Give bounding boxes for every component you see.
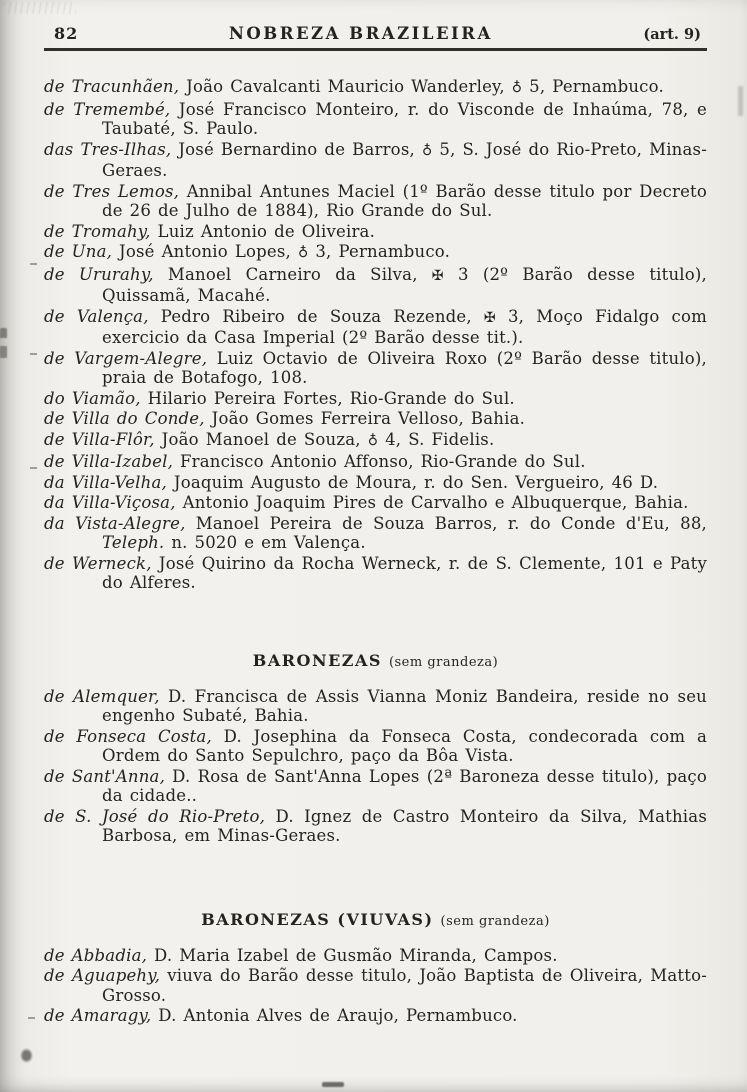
entry-lead: de Sant'Anna, [44,766,166,786]
list-item [44,767,707,806]
entry-text: Manoel Pereira de Souza Barros, r. do Conde d'Eu, 88, [185,513,707,533]
list-item [44,140,707,181]
entry-text: 4, S. Fidelis. [378,429,495,449]
section-heading [44,910,707,929]
entry-lead: de Una, [44,242,113,261]
list-item [44,182,707,221]
list-item [44,807,707,846]
entry-lead: da Villa-Viçosa, [44,493,176,512]
list-item [44,265,707,306]
orb-insignia-icon: ♁ [297,245,309,261]
entry-lead: das Tres-Ilhas, [44,139,172,159]
entry-lead: de Aguapehy, [44,966,161,985]
entry-text: Manoel Carneiro da Silva, [153,264,432,284]
entry-lead: de Villa-Flôr, [44,429,155,449]
cross-insignia-icon: ✠ [431,267,444,284]
list-item [44,409,707,429]
entry-lead: da Vista-Alegre, [44,513,186,533]
orb-insignia-icon: ♁ [511,80,523,96]
list-item [44,389,707,409]
cross-insignia-icon: ✠ [483,309,496,326]
entry-text: Luiz Octavio de Oliveira Roxo (2º Barão desse titulo), praia de Botafogo, 108. [102,348,707,387]
entry-lead: de Amaragy, [44,1006,152,1025]
entry-lead: de Tracunhãen, [44,77,180,96]
list-item [44,77,707,99]
entry-text: 5, Pernambuco. [522,77,664,96]
entry-text: José Antonio Lopes, [112,242,298,261]
entry-text: Antonio Joaquim Pires de Carvalho e Albuquerque, Bahia. [175,493,689,512]
list-item [44,242,707,264]
list-item [44,307,707,348]
entry-text: D. Antonia Alves de Araujo, Pernambuco. [151,1006,518,1025]
orb-insignia-icon: ♁ [421,142,433,159]
entry-lead: de Tremembé, [44,99,171,119]
list-item [44,493,707,513]
list-item [44,514,707,553]
list-item [44,349,707,388]
entry-text: D. Ignez de Castro Monteiro da Silva, Mathias Barbosa, em Minas-Geraes. [102,806,707,845]
list-item [44,554,707,593]
baroes-list [44,77,707,593]
list-item [44,452,707,472]
entry-text: Joaquim Augusto de Moura, r. do Sen. Vergueiro, 46 D. [166,472,659,492]
entry-text: D. Rosa de Sant'Anna Lopes (2ª Baroneza desse titulo), paço da cidade.. [102,766,707,805]
entry-text: José Quirino da Rocha Werneck, r. de S. Clemente, 101 e Paty do Alferes. [102,553,707,592]
entry-lead: de Vargem-Alegre, [44,348,208,368]
header-rule [44,48,707,51]
page-header [44,24,707,46]
entry-lead: de Valença, [44,306,149,326]
section-heading [44,651,707,670]
list-item [44,473,707,493]
entry-lead: de Tromahy, [44,221,151,241]
entry-text: João Cavalcanti Mauricio Wanderley, [179,77,512,96]
page-title: NOBREZA BRAZILEIRA [228,24,493,43]
entry-lead: do Viamão, [44,388,141,408]
entry-lead: de Werneck, [44,553,152,573]
entry-lead: de Tres Lemos, [44,181,180,201]
page-number: 82 [54,24,79,43]
entry-lead: de Villa-Izabel, [44,452,174,471]
entry-text: José Bernardino de Barros, [171,139,422,159]
entry-lead: de Fonseca Costa, [44,726,212,746]
list-item [44,430,707,452]
entry-text: José Francisco Monteiro, r. do Visconde de Inhaúma, 78, e Taubaté, S. Paulo. [102,99,708,138]
orb-insignia-icon: ♁ [367,432,379,449]
entry-text: Pedro Ribeiro de Souza Rezende, [148,306,484,326]
baronezas-viuvas-section [44,910,707,1026]
entry-lead: de S. José do Rio-Preto, [44,806,266,826]
entry-lead: da Villa-Velha, [44,472,167,492]
entry-text: D. Maria Izabel de Gusmão Miranda, Campos. [147,945,558,965]
section-title: BARONEZAS [252,650,382,670]
section-title: BARONEZAS (VIUVAS) [201,909,434,929]
section-subtitle: (sem grandeza) [388,654,499,670]
list-item [44,1006,707,1026]
entry-text: 3 (2º Barão desse titulo), Quissamã, Macahé. [102,264,708,305]
entry-text: Luiz Antonio de Oliveira. [150,221,376,241]
list-item [44,727,707,766]
entry-text: D. Francisca de Assis Vianna Moniz Bandeira, reside no seu engenho Subaté, Bahia. [102,686,707,725]
entry-lead: de Alemquer, [44,686,160,706]
entry-lead: de Ururahy, [44,264,154,284]
entry-text: Annibal Antunes Maciel (1º Barão desse titulo por Decreto de 26 de Julho de 1884), Rio Grande do Sul. [102,181,707,220]
entry-text: João Manoel de Souza, [154,429,368,449]
entry-text: Hilario Pereira Fortes, Rio-Grande do Sul. [140,388,515,408]
entry-text: 3, Moço Fidalgo com exercicio da Casa Imperial (2º Barão desse tit.). [102,306,707,347]
telephone-label: Teleph. [102,533,165,552]
list-item [44,946,707,966]
entry-lead: de Villa do Conde, [44,409,205,428]
list-item [44,966,707,1005]
list-item [44,100,707,139]
entry-text: n. 5020 e em Valença. [164,533,366,552]
entry-text: D. Josephina da Fonseca Costa, condecorada com a Ordem do Santo Sepulchro, paço da Bôa Vista. [102,726,708,765]
article-reference: (art. 9) [643,26,701,43]
entry-text: viuva do Barão desse titulo, João Baptista de Oliveira, Matto-Grosso. [102,966,707,1005]
entry-text: Francisco Antonio Affonso, Rio-Grande do Sul. [173,452,586,471]
list-item [44,222,707,242]
section-subtitle: (sem grandeza) [440,913,550,929]
entry-text: 5, S. José do Rio-Preto, Minas-Geraes. [102,139,707,180]
list-item [44,687,707,726]
entry-text: 3, Pernambuco. [308,242,451,261]
entry-lead: de Abbadia, [44,945,148,965]
baronezas-section [44,651,707,846]
entry-text: João Gomes Ferreira Velloso, Bahia. [204,409,526,428]
